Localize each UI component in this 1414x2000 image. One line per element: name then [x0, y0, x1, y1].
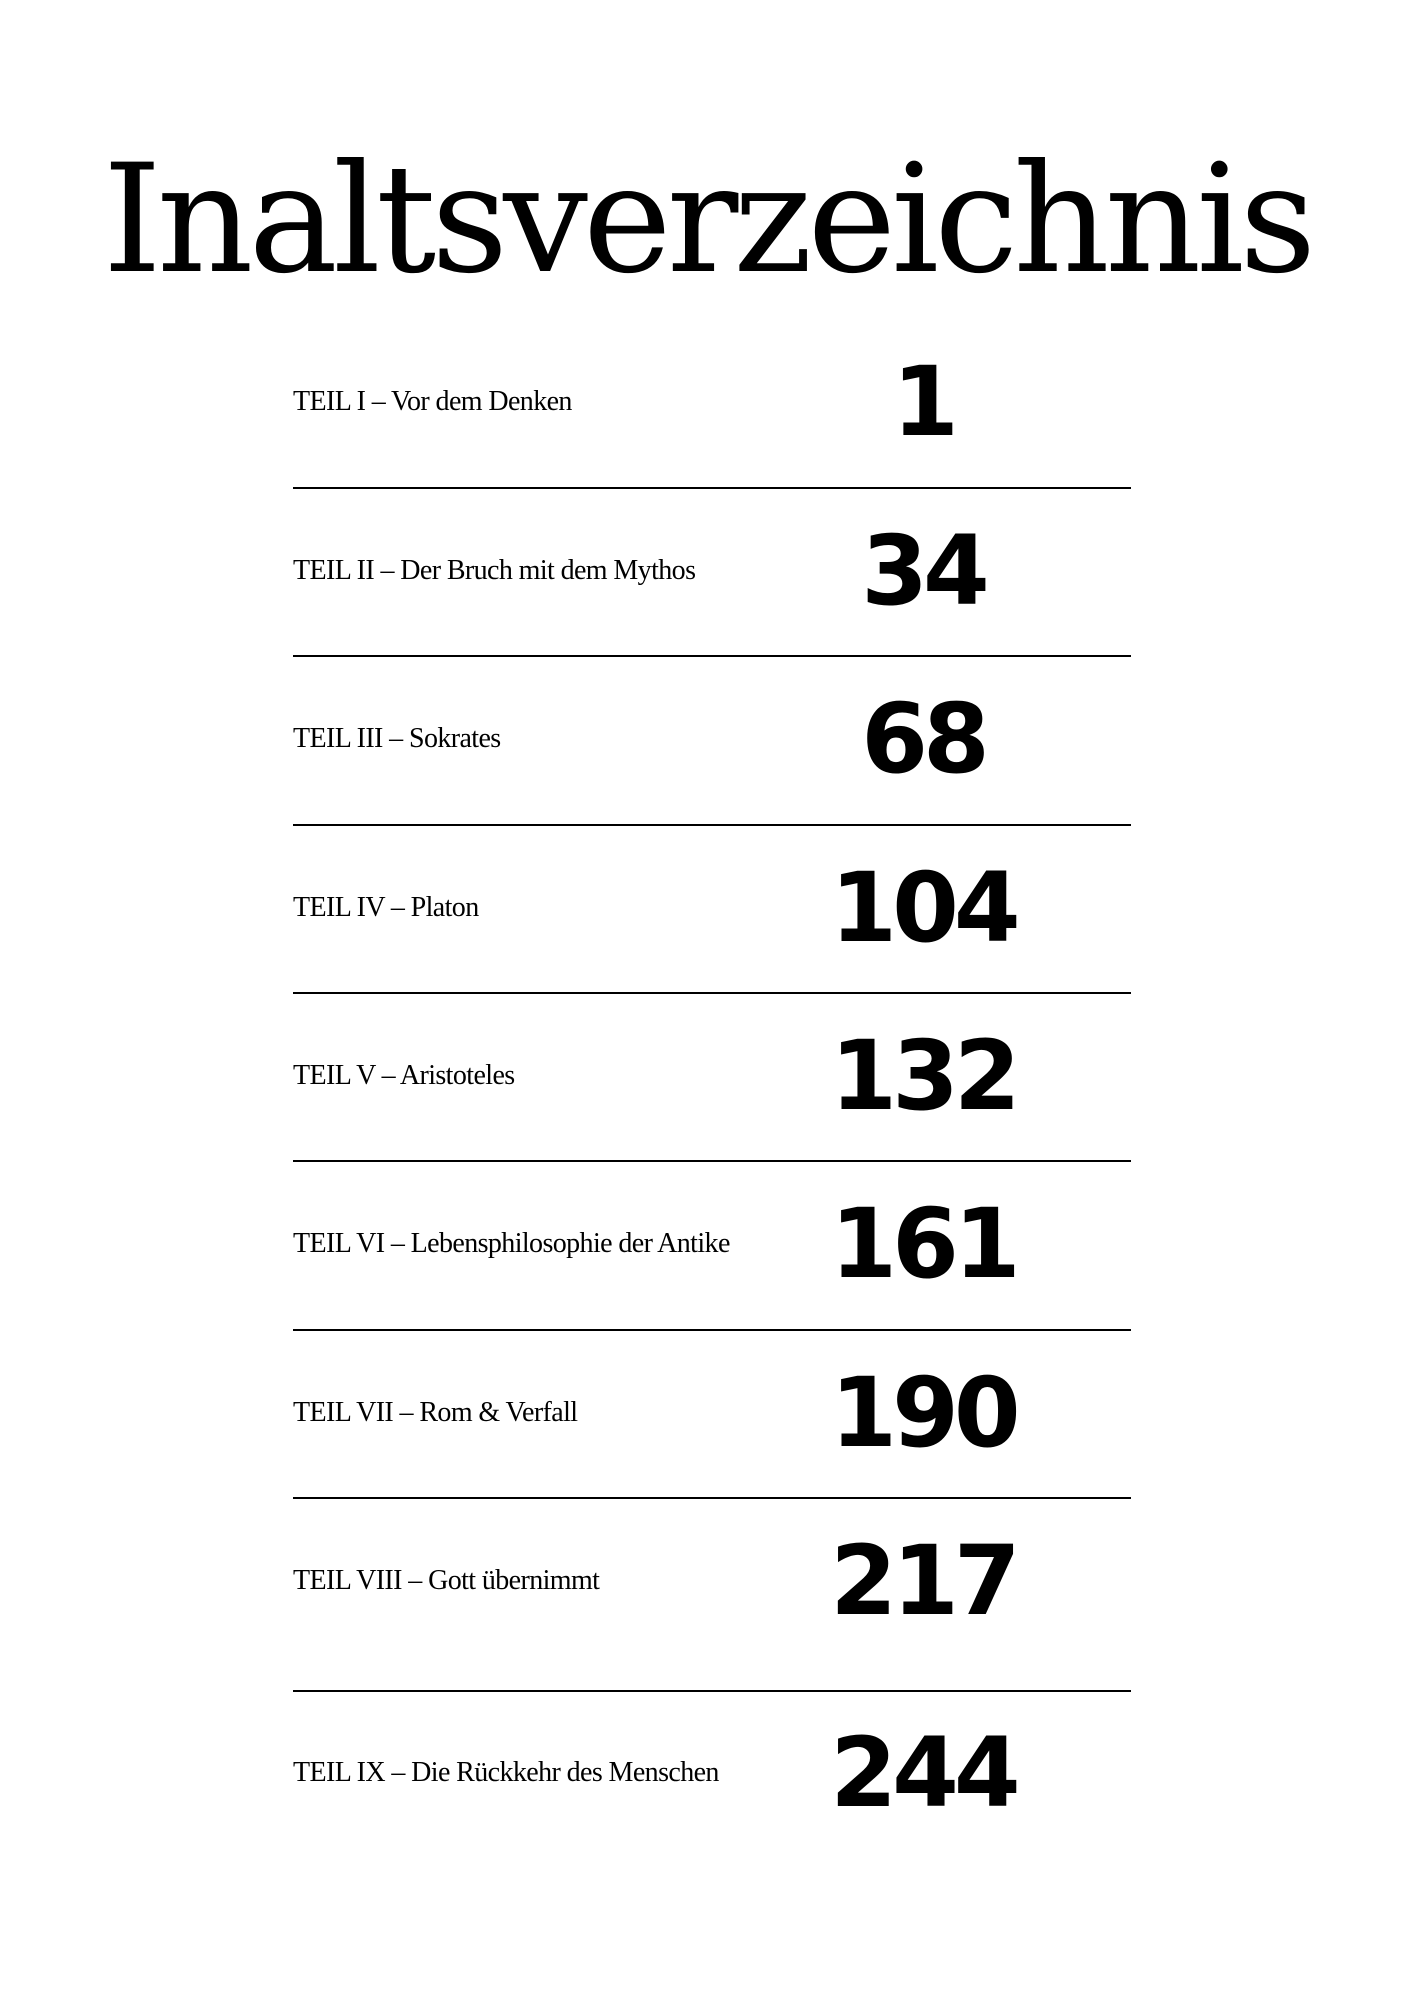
toc-entry-8 — [293, 1521, 1131, 1641]
toc-entry-label: TEIL IX – Die Rückkehr des Menschen — [293, 1757, 719, 1788]
table-of-contents — [293, 0, 1131, 2000]
toc-entry-6 — [293, 1184, 1131, 1304]
toc-entry-page-number: 161 — [830, 1188, 1016, 1300]
toc-entry-9 — [293, 1713, 1131, 1833]
divider — [293, 1497, 1131, 1499]
divider — [293, 1160, 1131, 1162]
toc-entry-page-number: 68 — [861, 683, 985, 795]
divider — [293, 487, 1131, 489]
page-title: Inaltsverzeichnis — [102, 133, 1312, 307]
toc-entry-label: TEIL II – Der Bruch mit dem Mythos — [293, 555, 696, 586]
toc-entry-label: TEIL VIII – Gott übernimmt — [293, 1565, 600, 1596]
toc-entry-label: TEIL VI – Lebensphilosophie der Antike — [293, 1228, 730, 1259]
toc-entry-label: TEIL III – Sokrates — [293, 723, 501, 754]
toc-entry-4 — [293, 848, 1131, 968]
toc-entry-5 — [293, 1016, 1131, 1136]
divider — [293, 992, 1131, 994]
toc-entry-2 — [293, 511, 1131, 631]
divider — [293, 1329, 1131, 1331]
toc-entry-page-number: 190 — [830, 1357, 1016, 1469]
toc-entry-page-number: 1 — [892, 346, 954, 458]
divider — [293, 1690, 1131, 1692]
toc-entry-label: TEIL V – Aristoteles — [293, 1060, 515, 1091]
toc-entry-7 — [293, 1353, 1131, 1473]
toc-entry-page-number: 104 — [830, 852, 1016, 964]
divider — [293, 824, 1131, 826]
toc-entry-1 — [293, 342, 1131, 462]
toc-entry-3 — [293, 679, 1131, 799]
toc-entry-label: TEIL IV – Platon — [293, 892, 479, 923]
toc-entry-label: TEIL I – Vor dem Denken — [293, 386, 572, 417]
divider — [293, 655, 1131, 657]
toc-entry-page-number: 217 — [830, 1525, 1016, 1637]
toc-entry-page-number: 244 — [830, 1717, 1016, 1829]
toc-entry-label: TEIL VII – Rom & Verfall — [293, 1397, 578, 1428]
toc-entry-page-number: 132 — [830, 1020, 1016, 1132]
toc-entry-page-number: 34 — [861, 515, 985, 627]
